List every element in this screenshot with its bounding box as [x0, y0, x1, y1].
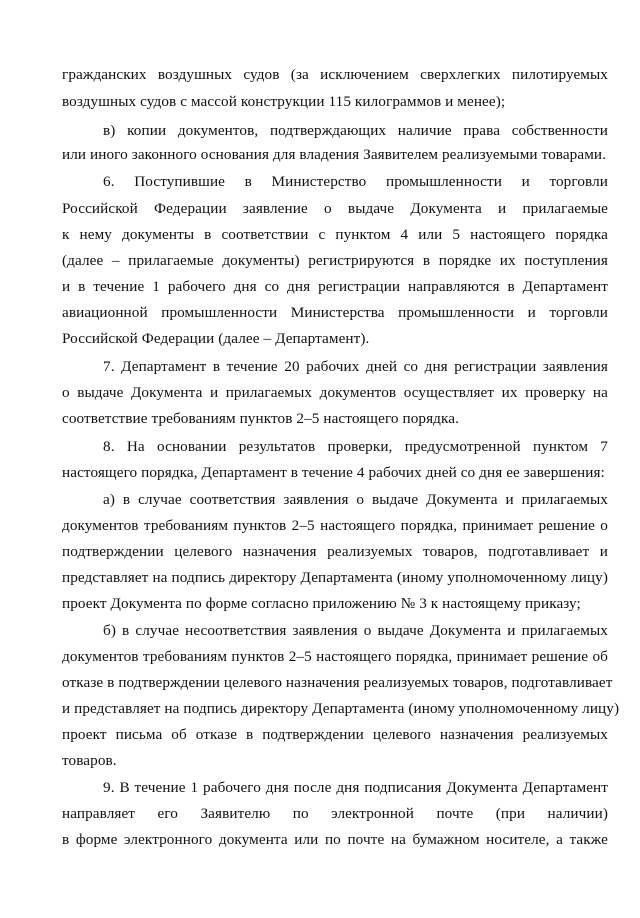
text-line: 7. Департамент в течение 20 рабочих дней со дня регистрации заявления — [103, 358, 608, 375]
text-line: и представляет на подпись директору Департамента (иному уполномоченному лицу) — [62, 700, 620, 717]
text-line: воздушных судов с массой конструкции 115 килограммов и менее); — [62, 93, 506, 110]
text-line: товаров. — [62, 752, 117, 769]
text-line: документов требованиям пунктов 2–5 настоящего порядка, принимает решение о — [62, 517, 608, 534]
text-line: проект Документа по форме согласно приложению № 3 к настоящему приказу; — [62, 595, 581, 612]
text-line: представляет на подпись директору Департамента (иному уполномоченному лицу) — [62, 569, 608, 586]
text-line: настоящего порядка, Департамент в течение 4 рабочих дней со дня ее завершения: — [62, 464, 605, 481]
text-line: Российской Федерации (далее – Департамент). — [62, 330, 370, 347]
text-line: проект письма об отказе в подтверждении целевого назначения реализуемых — [62, 726, 608, 743]
text-line: соответствие требованиям пунктов 2–5 настоящего порядка. — [62, 410, 459, 427]
text-line: б) в случае несоответствия заявления о выдаче Документа и прилагаемых — [103, 622, 608, 639]
text-line: направляет его Заявителю по электронной почте (при наличии) — [62, 805, 608, 822]
text-line: к нему документы в соответствии с пунктом 4 или 5 настоящего порядка — [62, 226, 608, 243]
text-line: документов требованиям пунктов 2–5 настоящего порядка, принимает решение об — [62, 648, 608, 665]
text-line: гражданских воздушных судов (за исключением сверхлегких пилотируемых — [62, 66, 608, 83]
text-line: (далее – прилагаемые документы) регистрируются в порядке их поступления — [62, 252, 608, 269]
text-line: а) в случае соответствия заявления о выдаче Документа и прилагаемых — [103, 491, 608, 508]
text-line: авиационной промышленности Министерства промышленности и торговли — [62, 304, 608, 321]
text-line: Российской Федерации заявление о выдаче Документа и прилагаемые — [62, 200, 608, 217]
text-line: 8. На основании результатов проверки, предусмотренной пунктом 7 — [103, 438, 608, 455]
text-line: о выдаче Документа и прилагаемых документов осуществляет их проверку на — [62, 384, 608, 401]
text-line: подтверждении целевого назначения реализуемых товаров, подготавливает и — [62, 543, 608, 560]
text-line: отказе в подтверждении целевого назначения реализуемых товаров, подготавливает — [62, 674, 613, 691]
text-line: и в течение 1 рабочего дня со дня регистрации направляются в Департамент — [62, 278, 608, 295]
text-line: или иного законного основания для владения Заявителем реализуемыми товарами. — [62, 146, 607, 163]
text-line: 9. В течение 1 рабочего дня после дня подписания Документа Департамент — [103, 779, 608, 796]
text-line: в форме электронного документа или по почте на бумажном носителе, а также — [62, 831, 608, 848]
text-line: 6. Поступившие в Министерство промышленности и торговли — [103, 173, 608, 190]
text-line: в) копии документов, подтверждающих наличие права собственности — [103, 122, 608, 139]
